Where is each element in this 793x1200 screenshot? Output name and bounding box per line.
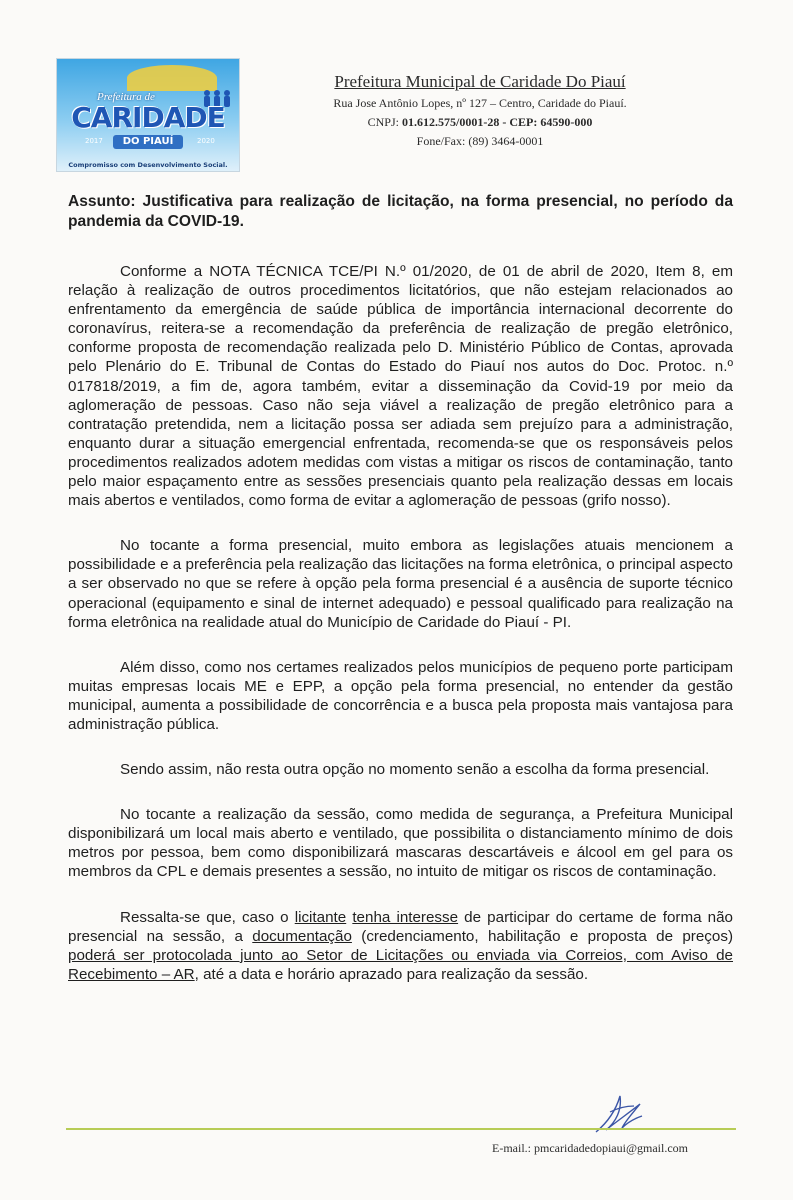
logo-place-text: DO PIAUÍ — [113, 135, 183, 149]
p6-text-i: , até a data e horário aprazado para realização da sessão. — [194, 965, 589, 983]
letterhead-phone: Fone/Fax: (89) 3464-0001 — [416, 134, 544, 148]
letterhead-address: Rua Jose Antônio Lopes, nº 127 – Centro, Caridade do Piauí. — [333, 96, 627, 110]
logo-year-start: 2017 — [85, 137, 103, 145]
logo-name-text: CARIDADE — [71, 101, 225, 134]
email-address[interactable]: pmcaridadedopiaui@gmail.com — [534, 1141, 689, 1155]
logo-pref-text: Prefeitura de — [97, 91, 155, 103]
p6-text-e: de participar do certame de forma não presencial na sessão, a — [68, 908, 733, 945]
paragraph-4: Sendo assim, não resta outra opção no momento senão a escolha da forma presencial. — [120, 761, 710, 779]
paragraph-3: Além disso, como nos certames realizados pelos municípios de pequeno porte participam muitas empresas locais ME e EPP, a opção pela forma presencial, no entender da gestão municipal, aumenta a possibilidade de concorrência e a busca pela proposta mais vantajosa para administração pública. — [68, 658, 733, 733]
cep-label: - CEP: — [502, 115, 538, 129]
p6-underline-interesse: tenha interesse — [352, 908, 459, 926]
footer-rule — [66, 1128, 736, 1130]
p6-underline-documentacao: documentação — [252, 927, 352, 945]
p6-text-a: Ressalta-se que, caso o — [120, 908, 295, 926]
p6-text-g: (credenciamento, habilitação e proposta de preços) — [351, 927, 734, 945]
document-body — [68, 192, 733, 1010]
logo-slogan: Compromisso com Desenvolvimento Social. — [68, 161, 228, 169]
p6-underline-licitante: licitante — [294, 908, 347, 926]
p6-underline-protocolo: poderá ser protocolada junto ao Setor de Licitações ou enviada via Correios, com Aviso de Recebimento – AR — [68, 946, 733, 983]
paragraph-6 — [68, 908, 733, 984]
footer-email — [492, 1141, 688, 1156]
paragraph-1: Conforme a NOTA TÉCNICA TCE/PI N.º 01/2020, de 01 de abril de 2020, Item 8, em relação à realização de outros procedimentos licitatórios, que não estejam relacionados ao enfrentamento da emergência de saúde pública de importância internacional decorrente do coronavírus, reitera-se a recomendação da preferência de realização de pregão eletrônico, conforme proposta de recomendação realizada pelo D. Ministério Público de Contas, aprovada pelo Plenário do E. Tribunal de Contas do Estado do Piauí nos autos do Doc. Protoc. n.º 017818/2019, a fim de, agora também, evitar a disseminação da Covid-19 por meio da aglomeração de pessoas. Caso não seja viável a realização de pregão eletrônico para a contratação pretendida, nem a licitação possa ser adiada sem prejuízo para a administração, enquanto durar a situação emergencial enfrentada, recomenda-se que os responsáveis pelos procedimentos realizados adotem medidas com vistas a mitigar os riscos de contaminação, tanto pelo maior espaçamento entre as sessões presenciais quanto pela realização dessas em locais mais abertos e ventilados, como forma de evitar a aglomeração de pessoas (grifo nosso). — [68, 263, 733, 510]
prefeitura-logo — [56, 58, 240, 172]
cnpj-label: CNPJ: — [367, 115, 399, 129]
email-label: E-mail.: — [492, 1141, 531, 1155]
signature — [586, 1092, 646, 1138]
paragraph-5: No tocante a realização da sessão, como medida de segurança, a Prefeitura Municipal disponibilizará um local mais aberto e ventilado, que possibilita o distanciamento mínimo de dois metros por pessoa, bem como disponibilizará mascaras descartáveis e álcool em gel para os membros da CPL e demais presentes a sessão, no intuito de mitigar os riscos de contaminação. — [68, 806, 733, 881]
letterhead — [260, 72, 700, 151]
letterhead-title: Prefeitura Municipal de Caridade Do Piauí — [334, 72, 626, 91]
cnpj-value: 01.612.575/0001-28 — [402, 115, 500, 129]
paragraph-2: No tocante a forma presencial, muito embora as legislações atuais mencionem a possibilidade e a preferência pela realização das licitações na forma eletrônica, o principal aspecto a ser observado no que se refere à opção pela forma presencial é a ausência de suporte técnico operacional (equipamento e sinal de internet adequado) e pessoal qualificado para realização na forma eletrônica na realidade atual do Município de Caridade do Piauí - PI. — [68, 537, 733, 631]
cep-value: 64590-000 — [540, 115, 593, 129]
subject-line: Assunto: Justificativa para realização de licitação, na forma presencial, no período da pandemia da COVID-19. — [68, 193, 733, 230]
letterhead-cnpj-line — [260, 113, 700, 132]
sun-icon — [127, 65, 217, 91]
logo-year-end: 2020 — [197, 137, 215, 145]
